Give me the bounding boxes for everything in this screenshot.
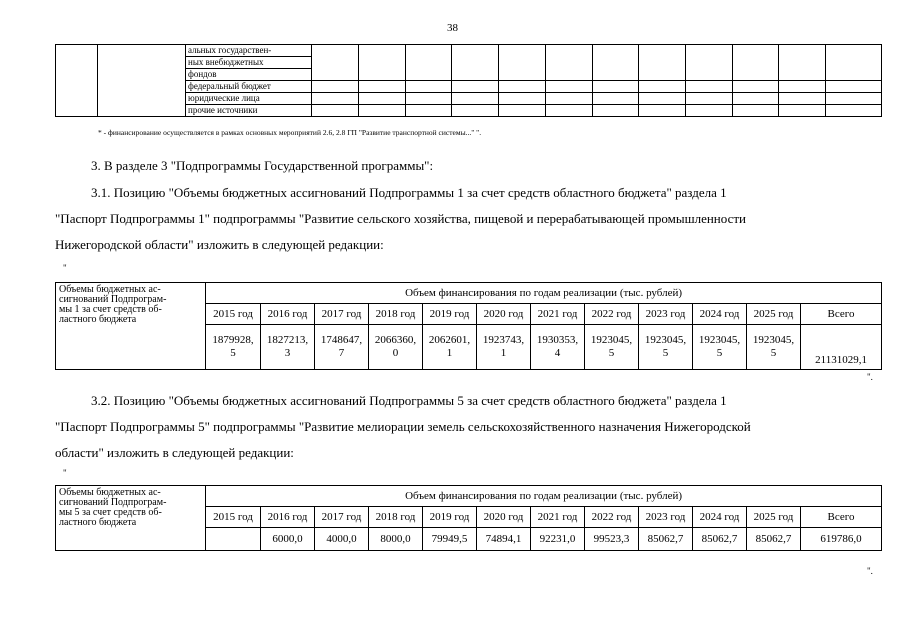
value-cell xyxy=(593,93,639,105)
value-cell xyxy=(546,93,593,105)
value-cell: 85062,7 xyxy=(747,528,801,551)
year-header: 2019 год xyxy=(423,304,477,325)
open-quote-1: " xyxy=(63,263,67,273)
value-line: 2066360, xyxy=(374,334,417,346)
value-cell xyxy=(779,81,826,93)
year-header: 2025 год xyxy=(747,304,801,325)
funding-table-2 xyxy=(55,485,882,551)
page-number: 38 xyxy=(447,22,458,34)
value-cell xyxy=(733,93,779,105)
value-cell xyxy=(747,325,801,370)
year-header: 2022 год xyxy=(585,304,639,325)
value-cell: 74894,1 xyxy=(477,528,531,551)
year-header: 2020 год xyxy=(477,507,531,528)
table-row xyxy=(56,486,882,507)
value-cell xyxy=(826,81,882,93)
value-line: 1923743, xyxy=(482,334,525,346)
value-cell xyxy=(733,81,779,93)
value-cell xyxy=(499,45,546,81)
item31-line-3: Нижегородской области" изложить в следующей редакции: xyxy=(55,237,384,252)
year-header: 2019 год xyxy=(423,507,477,528)
value-cell: 4000,0 xyxy=(315,528,369,551)
value-cell: 79949,5 xyxy=(423,528,477,551)
value-line: 5 xyxy=(662,347,669,359)
value-cell xyxy=(585,325,639,370)
value-line: 5 xyxy=(770,347,777,359)
label-line: ластного бюджета xyxy=(59,517,137,528)
value-cell xyxy=(546,105,593,117)
value-line: 1923045, xyxy=(644,334,687,346)
year-header: 2024 год xyxy=(693,304,747,325)
label-line: сигнований Подпрограм- xyxy=(59,497,167,508)
value-cell xyxy=(733,105,779,117)
value-cell xyxy=(686,105,733,117)
value-cell xyxy=(359,45,406,81)
label-line: мы 1 за счет средств об- xyxy=(59,304,162,315)
value-line: 7 xyxy=(338,347,345,359)
item32-line-2: "Паспорт Подпрограммы 5" подпрограммы "Развитие мелиорации земель сельскохозяйственного назначения Нижегородской xyxy=(55,419,751,434)
value-line: 1930353, xyxy=(536,334,579,346)
value-line: 1748647, xyxy=(320,334,363,346)
funding-source: прочие источники xyxy=(186,105,312,117)
value-cell xyxy=(593,105,639,117)
item32-line-3: области" изложить в следующей редакции: xyxy=(55,445,294,460)
value-cell xyxy=(312,105,359,117)
value-cell xyxy=(826,45,882,81)
value-cell xyxy=(546,45,593,81)
value-line: 1879928, xyxy=(212,334,254,346)
label-line: ластного бюджета xyxy=(59,314,137,325)
value-cell xyxy=(499,81,546,93)
value-cell xyxy=(261,325,315,370)
funding-source: ных внебюджетных xyxy=(186,57,312,69)
value-line: 1827213, xyxy=(266,334,309,346)
year-header: 2015 год xyxy=(206,304,261,325)
year-header: 2018 год xyxy=(369,507,423,528)
value-cell xyxy=(693,325,747,370)
value-line: 1 xyxy=(500,347,507,359)
funding-source: федеральный бюджет xyxy=(186,81,312,93)
year-header: 2016 год xyxy=(261,304,315,325)
value-line: 1923045, xyxy=(590,334,633,346)
value-cell xyxy=(452,45,499,81)
value-cell xyxy=(593,81,639,93)
year-header: 2023 год xyxy=(639,304,693,325)
value-cell xyxy=(406,105,452,117)
item31-line-2: "Паспорт Подпрограммы 1" подпрограммы "Развитие сельского хозяйства, пищевой и перерабатывающей промышленности xyxy=(55,211,746,226)
value-line: 5 xyxy=(608,347,615,359)
value-cell xyxy=(312,45,359,81)
year-header: 2020 год xyxy=(477,304,531,325)
year-header: Всего xyxy=(801,507,882,528)
value-cell xyxy=(546,81,593,93)
value-cell xyxy=(779,93,826,105)
value-cell xyxy=(733,45,779,81)
value-cell xyxy=(312,81,359,93)
value-line: 0 xyxy=(392,347,399,359)
table-title: Объем финансирования по годам реализации (тыс. рублей) xyxy=(206,486,882,507)
value-cell xyxy=(639,325,693,370)
year-header: 2021 год xyxy=(531,304,585,325)
value-line: 1923045, xyxy=(752,334,795,346)
value-cell xyxy=(406,93,452,105)
budget-label-cell xyxy=(56,283,206,370)
value-cell xyxy=(826,93,882,105)
value-line: 5 xyxy=(230,347,236,359)
value-cell xyxy=(593,45,639,81)
close-quote-1: ". xyxy=(867,372,873,382)
value-cell: 92231,0 xyxy=(531,528,585,551)
value-line: 1923045, xyxy=(698,334,741,346)
value-cell xyxy=(359,81,406,93)
value-cell xyxy=(315,325,369,370)
year-header: 2018 год xyxy=(369,304,423,325)
year-header: 2016 год xyxy=(261,507,315,528)
value-cell xyxy=(686,45,733,81)
measure-cell xyxy=(98,45,186,117)
value-cell xyxy=(779,105,826,117)
value-cell xyxy=(686,81,733,93)
value-cell: 619786,0 xyxy=(801,528,882,551)
year-header: 2023 год xyxy=(639,507,693,528)
table-title: Объем финансирования по годам реализации (тыс. рублей) xyxy=(206,283,882,304)
value-cell xyxy=(406,81,452,93)
value-cell xyxy=(639,105,686,117)
value-cell: 8000,0 xyxy=(369,528,423,551)
value-cell xyxy=(423,325,477,370)
value-cell xyxy=(452,105,499,117)
budget-label-cell xyxy=(56,486,206,551)
value-cell xyxy=(801,325,882,370)
year-header: 2025 год xyxy=(747,507,801,528)
table-row xyxy=(56,45,882,57)
value-cell xyxy=(826,105,882,117)
value-cell xyxy=(452,93,499,105)
value-cell xyxy=(452,81,499,93)
footnote: * - финансирование осуществляется в рамках основных мероприятий 2.6, 2.8 ГП "Развитие транспортной системы..." ". xyxy=(98,128,482,137)
open-quote-2: " xyxy=(63,468,67,478)
value-cell xyxy=(499,93,546,105)
year-header: Всего xyxy=(801,304,882,325)
value-cell xyxy=(686,93,733,105)
value-cell: 6000,0 xyxy=(261,528,315,551)
continuation-table xyxy=(55,44,882,117)
item32-line-1: 3.2. Позицию "Объемы бюджетных ассигнований Подпрограммы 5 за счет средств областного бюджета" раздела 1 xyxy=(91,393,727,408)
value-cell xyxy=(531,325,585,370)
value-line: 2062601, xyxy=(428,334,471,346)
value-line: 21131029,1 xyxy=(815,354,867,366)
value-cell xyxy=(406,45,452,81)
value-cell xyxy=(359,93,406,105)
label-line: Объемы бюджетных ас- xyxy=(59,284,161,295)
section3-heading: 3. В разделе 3 "Подпрограммы Государственной программы": xyxy=(91,158,434,173)
close-quote-2: ". xyxy=(867,566,873,576)
value-cell: 85062,7 xyxy=(693,528,747,551)
value-cell xyxy=(779,45,826,81)
value-cell: 99523,3 xyxy=(585,528,639,551)
value-cell xyxy=(639,81,686,93)
year-header: 2017 год xyxy=(315,507,369,528)
value-line: 3 xyxy=(284,347,291,359)
value-line: 5 xyxy=(716,347,723,359)
year-header: 2021 год xyxy=(531,507,585,528)
year-header: 2024 год xyxy=(693,507,747,528)
year-header: 2017 год xyxy=(315,304,369,325)
value-cell xyxy=(639,45,686,81)
value-cell xyxy=(206,528,261,551)
year-header: 2022 год xyxy=(585,507,639,528)
funding-source: юридические лица xyxy=(186,93,312,105)
funding-source: фондов xyxy=(186,69,312,81)
year-header: 2015 год xyxy=(206,507,261,528)
value-cell xyxy=(359,105,406,117)
label-line: Объемы бюджетных ас- xyxy=(59,487,161,498)
value-cell xyxy=(499,105,546,117)
value-cell xyxy=(206,325,261,370)
label-line: мы 5 за счет средств об- xyxy=(59,507,162,518)
item31-line-1: 3.1. Позицию "Объемы бюджетных ассигнований Подпрограммы 1 за счет средств областного бюджета" раздела 1 xyxy=(91,185,727,200)
label-line: сигнований Подпрограм- xyxy=(59,294,167,305)
value-line: 1 xyxy=(446,347,453,359)
value-cell xyxy=(639,93,686,105)
value-cell xyxy=(312,93,359,105)
funding-source: альных государствен- xyxy=(186,45,312,57)
row-number-cell xyxy=(56,45,98,117)
funding-table-1 xyxy=(55,282,882,370)
value-cell xyxy=(369,325,423,370)
value-line: 4 xyxy=(554,347,561,359)
value-cell xyxy=(477,325,531,370)
value-cell: 85062,7 xyxy=(639,528,693,551)
table-row xyxy=(56,283,882,304)
